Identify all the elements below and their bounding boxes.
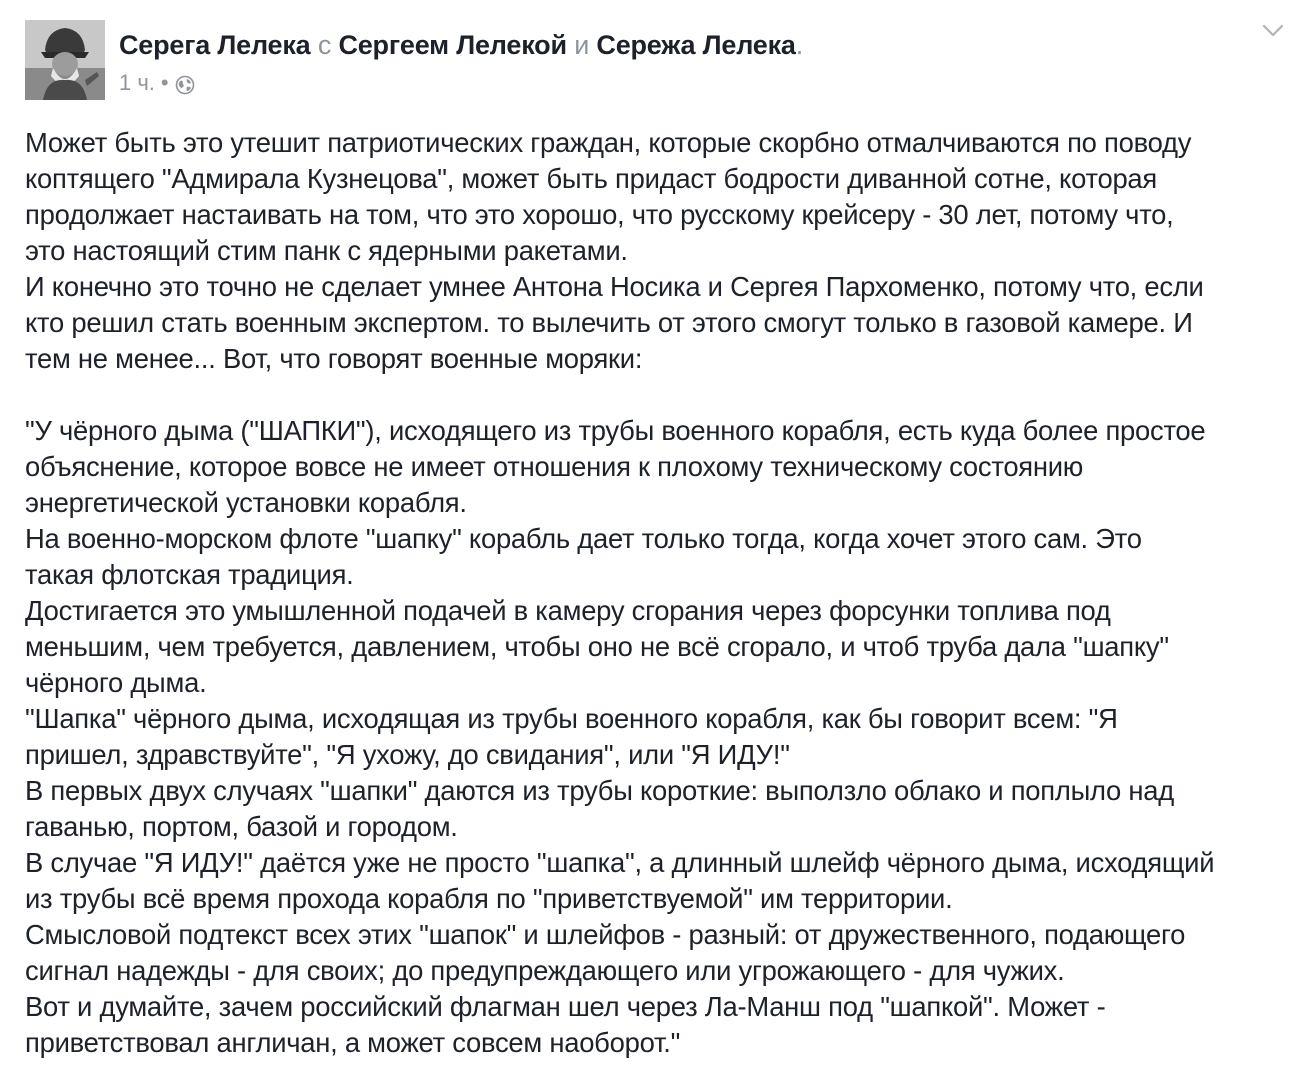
body-line: это настоящий стим панк с ядерными ракетами. (25, 235, 628, 266)
body-line: кто решил стать военным экспертом. то вылечить от этого смогут только в газовой камере. И (25, 307, 1193, 338)
body-line: коптящего "Адмирала Кузнецова", может быть придаст бодрости диванной сотне, которая (25, 163, 1157, 194)
tagged-user-link-1[interactable]: Сергеем Лелекой (338, 30, 567, 60)
post-header (119, 27, 803, 63)
post-body-text (25, 125, 1285, 1061)
body-line: такая флотская традиция. (25, 559, 354, 590)
chevron-down-icon[interactable] (1262, 24, 1284, 38)
body-line: тем не менее... Вот, что говорят военные моряки: (25, 343, 643, 374)
and-word: и (574, 30, 590, 60)
body-line: На военно-морском флоте "шапку" корабль дает только тогда, когда хочет этого сам. Это (25, 523, 1142, 554)
body-line: продолжает настаивать на том, что это хорошо, что русскому крейсеру - 30 лет, потому что, (25, 199, 1174, 230)
body-line: приветствовал англичан, а может совсем наоборот." (25, 1027, 681, 1058)
body-line: Смысловой подтекст всех этих "шапок" и шлейфов - разный: от дружественного, подающего (25, 919, 1186, 950)
blank-line (25, 377, 1285, 413)
body-line: И конечно это точно не сделает умнее Антона Носика и Сергея Пархоменко, потому что, если (25, 271, 1204, 302)
avatar-photo (25, 20, 105, 100)
body-line: гаванью, портом, базой и городом. (25, 811, 458, 842)
body-line: Вот и думайте, зачем российский флагман шел через Ла-Манш под "шапкой". Может - (25, 991, 1106, 1022)
body-line: энергетической установки корабля. (25, 487, 467, 518)
body-line: Может быть это утешит патриотических граждан, которые скорбно отмалчиваются по поводу (25, 127, 1192, 158)
body-line: чёрного дыма. (25, 667, 207, 698)
post-timestamp-link[interactable]: 1 ч. (119, 70, 155, 95)
meta-dot: • (160, 70, 169, 95)
body-line: пришел, здравствуйте", "Я ухожу, до свидания", или "Я ИДУ!" (25, 739, 790, 770)
header-period: . (795, 30, 804, 60)
body-line: сигнал надежды - для своих; до предупреждающего или угрожающего - для чужих. (25, 955, 1065, 986)
body-line: из трубы всё время прохода корабля по "приветствуемой" им территории. (25, 883, 953, 914)
body-line: Достигается это умышленной подачей в камеру сгорания через форсунки топлива под (25, 595, 1111, 626)
author-avatar[interactable] (25, 20, 105, 100)
body-line: В случае "Я ИДУ!" даётся уже не просто "шапка", а длинный шлейф чёрного дыма, исходящий (25, 847, 1215, 878)
post-meta (119, 68, 195, 98)
body-line: объяснение, которое вовсе не имеет отношения к плохому техническому состоянию (25, 451, 1084, 482)
author-name-link[interactable]: Серега Лелека (119, 30, 311, 60)
body-line: "Шапка" чёрного дыма, исходящая из трубы военного корабля, как бы говорит всем: "Я (25, 703, 1118, 734)
body-line: меньшим, чем требуется, давлением, чтобы оно не всё сгорало, и чтоб труба дала "шапку" (25, 631, 1169, 662)
body-line: В первых двух случаях "шапки" даются из трубы короткие: выползло облако и поплыло над (25, 775, 1174, 806)
body-line: "У чёрного дыма ("ШАПКИ"), исходящего из трубы военного корабля, есть куда более простое (25, 415, 1206, 446)
tagged-user-link-2[interactable]: Сережа Лелека (596, 30, 796, 60)
globe-icon[interactable] (175, 73, 195, 93)
with-word: с (317, 30, 332, 60)
